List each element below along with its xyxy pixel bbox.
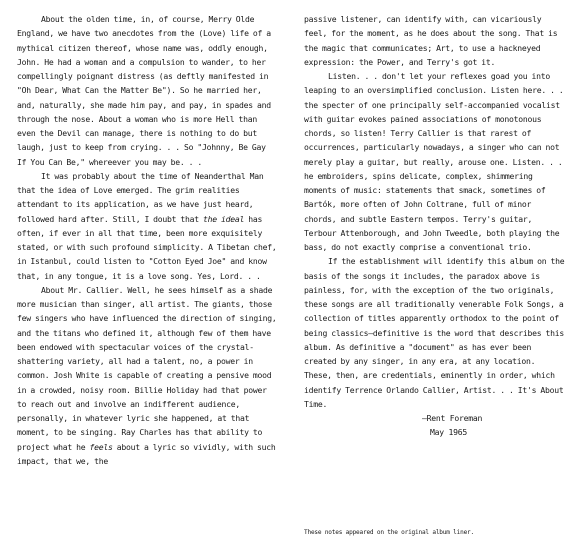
author-signature: –Rent Foreman <box>422 413 483 423</box>
left-paragraph-2-text-b: has often, if ever in all that time, been more exquisitely stated, or with such profound simplicity. A Tibetan chef, in Istanbul, could listen to "Cotton Eyed Joe" and know that, in any tongue, it is a love song. Yes, Lord. . . <box>17 213 277 281</box>
left-paragraph-2-emphasis: the ideal <box>203 213 245 224</box>
left-paragraph-3-text-b: about a lyric so vividly, with such impact, that we, the <box>17 441 276 466</box>
right-paragraph-1: passive listener, can identify with, can vicariously feel, for the moment, as he does about the song. That is the magic that communicates; Art, to use a hackneyed expression: the Power, and Terry's got it. <box>304 14 558 67</box>
signature-date: May 1965 <box>430 427 467 438</box>
left-paragraph-3-emphasis: feels <box>89 441 113 452</box>
left-paragraph-2 <box>17 169 279 283</box>
left-paragraph-2-text-a: It was probably about the time of Neanderthal Man that the idea of Love emerged. The grim realities attendant to its application, as we have just heard, followed hard after. Still, I doubt that <box>17 170 264 224</box>
left-paragraph-3-text-a: About Mr. Callier. Well, he sees himself as a shade more musician than singer, all artist. The giants, those few singers who have influenced the direction of singing, and the titans who defined it, although few of them have been endowed with spectacular voices of the crystal-shattering variety, all had a talent, no, a power in common. Josh White is capable of creating a pensive mood in a crowded, noisy room. Billie Holiday had that power to reach out and involve an indifferent audience, personally, in whatever lyric she happened, at that moment, to be singing. Ray Charles has that ability to project what he <box>17 284 277 452</box>
right-column <box>304 12 566 440</box>
left-column <box>17 12 279 468</box>
left-paragraph-1: About the olden time, in, of course, Merry Olde England, we have two anecdotes from the (Love) life of a mythical citizen thereof, whose name was, oddly enough, John. He had a woman and a compulsion to wander, to her compellingly poignant distress (as deftly manifested in "Oh Dear, What Can the Matter Be"). So he married her, and, naturally, she made him pay, and pay, in spades and through the nose. About a woman who is more Hell than even the Devil can manage, there is nothing to do but laugh, just to keep from crying. . . So "Johnny, Be Gay If You Can Be," whereever you may be. . . <box>17 14 271 167</box>
left-paragraph-3 <box>17 283 279 468</box>
footnote: These notes appeared on the original album liner. <box>304 529 474 536</box>
right-paragraph-2: Listen. . . don't let your reflexes goad you into leaping to an oversimplified conclusion. Listen here. . . the specter of one principally self-accompanied vocalist with guitar evokes pained associations of monotonous chords, so listen! Terry Callier is that rarest of occurrences, particularly nowadays, a singer who can not merely play a guitar, but really, arouse one. Listen. . . he embroiders, spins delicate, complex, shimmering moments of music: statements that smack, sometimes of Bartók, more often of John Coltrane, full of minor chords, and subtle Eastern tempos. Terry's guitar, Terbour Attenborough, and John Tweedle, both playing the bass, do not exactly comprise a conventional trio. <box>304 71 564 252</box>
right-paragraph-3: If the establishment will identify this album on the basis of the songs it includes, the paradox above is painless, for, with the exception of the two originals, these songs are all traditionally venerable Folk Songs, a collection of titles apparently orthodox to the point of being classics—definitive is the word that describes this album. As definitive a "document" as has ever been created by any singer, in any era, at any location. These, then, are credentials, eminently in order, which identify Terrence Orlando Callier, Artist. . . It's About Time. <box>304 256 565 409</box>
